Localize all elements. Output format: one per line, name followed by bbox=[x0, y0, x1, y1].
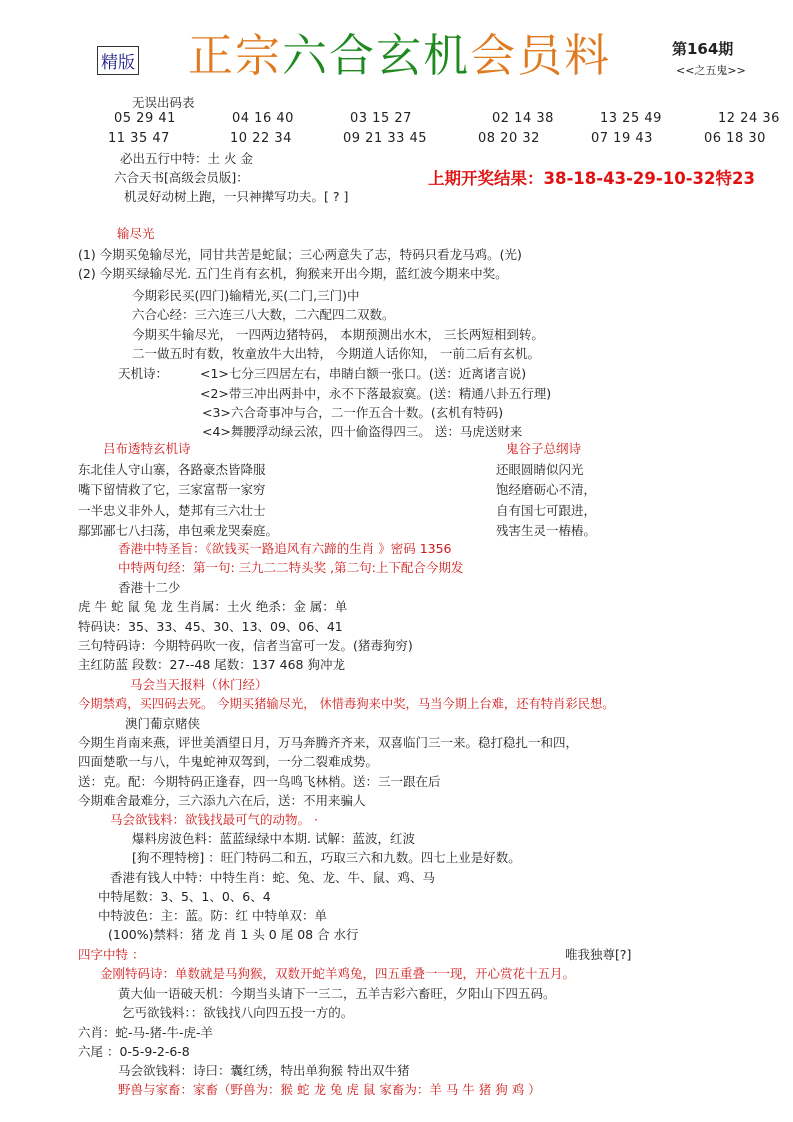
text-line: 马会欲钱料：诗曰：囊红绣，特出单狗猴 特出双牛猪 bbox=[118, 1063, 410, 1078]
text-line: 今期禁鸡，买四码去死。 今期买猪输尽光， 休惜毒狗来中奖，马当今期上台难，还有特肖彩民想。 bbox=[78, 697, 615, 711]
number-group: 12 24 36 bbox=[718, 111, 780, 126]
tianji-label: 天机诗： bbox=[118, 366, 169, 381]
title-char: 会 bbox=[470, 29, 518, 82]
title-char: 玄 bbox=[376, 29, 424, 82]
section-title: 马会欲钱料：欲钱找最可气的动物。 · bbox=[110, 812, 318, 827]
text-line: 送：克。配：今期特码正逢春，四一鸟鸣飞林梢。送：三一跟在后 bbox=[78, 774, 441, 789]
text-line: (2) 今期买绿输尽光. 五门生肖有玄机，狗猴来开出今期，蓝红波今期来中奖。 bbox=[78, 266, 508, 281]
poem-line: 自有国七可跟进， bbox=[496, 503, 597, 518]
title-char: 正 bbox=[188, 29, 236, 82]
text-line: 特码诀：35、33、45、30、13、09、06、41 bbox=[78, 619, 343, 634]
poem-line: 残害生灵一樁樁。 bbox=[496, 523, 597, 538]
page-title bbox=[188, 28, 611, 84]
section-title: 鬼谷子总纲诗 bbox=[506, 441, 582, 456]
poem-line: 饱经磨砺心不清， bbox=[496, 482, 597, 497]
number-group: 06 18 30 bbox=[704, 131, 766, 146]
number-group: 02 14 38 bbox=[492, 111, 554, 126]
table-label: 无误出码表 bbox=[132, 95, 195, 110]
wuxing-line: 必出五行中特：土 火 金 bbox=[120, 151, 253, 166]
text-line: 六肖：蛇-马-猪-牛-虎-羊 bbox=[78, 1025, 214, 1040]
text-line: 中特两句经：第一句: 三九二二特头奖 ,第二句:上下配合今期发 bbox=[118, 560, 464, 575]
text-line: 中特尾数：3、5、1、0、6、4 bbox=[98, 889, 271, 904]
text-line: 乞丐欲钱料：：欲钱找八向四五投一方的。 bbox=[122, 1005, 354, 1020]
text-line: 香港中特圣旨：《欲钱买一路追风有六蹄的生肖 》密码 1356 bbox=[118, 541, 452, 556]
number-group: 07 19 43 bbox=[591, 131, 653, 146]
poem-line: 一半忠义非外人，楚邦有三六壮士 bbox=[78, 503, 266, 518]
text-line: 金刚特码诗：单数就是马狗猴，双数开蛇羊鸡兔，四五重叠一一现，开心赏花十五月。 bbox=[100, 966, 576, 981]
number-group: 13 25 49 bbox=[600, 111, 662, 126]
title-char: 宗 bbox=[235, 29, 283, 82]
text-line: 今期生肖南来燕，评世美酒望日月，万马奔腾齐齐来，双喜临门三一来。稳打稳扎一和四， bbox=[78, 735, 579, 750]
number-group: 11 35 47 bbox=[108, 131, 170, 146]
text-line: (1) 今期买兔输尽光，同甘共苦是蛇鼠；三心两意失了志，特码只看龙马鸡。(光) bbox=[78, 247, 522, 262]
poem-line: 东北佳人守山寨，各路豪杰皆降服 bbox=[78, 462, 266, 477]
tianji-line: <1>七分三四居左右，串睛白额一张口。(送：近离诸言说) bbox=[200, 366, 527, 381]
text-line: 中特波色：主：蓝。防：红 中特单双：单 bbox=[98, 908, 327, 923]
text-line: 爆料房波色料：蓝蓝绿绿中本期. 试解：蓝波，红波 bbox=[132, 831, 415, 846]
text-line: [狗不理特榜] ：旺门特码二和五，巧取三六和九数。四七上业是好数。 bbox=[132, 850, 521, 865]
tianji-line: <4>舞腰浮动绿云浓，四十偷盗得四三。 送：马虎送财来 bbox=[202, 424, 523, 439]
tianshu-line: 机灵好动树上跑，一只神撵写功夫。[ ? ] bbox=[124, 189, 349, 204]
issue-subtitle: <<之五鬼>> bbox=[676, 64, 746, 77]
title-char: 员 bbox=[517, 29, 565, 82]
text-line: 今期彩民买(四门)输精光,买(二门,三门)中 bbox=[132, 288, 360, 303]
section-title: 马会当天报料（休门经） bbox=[130, 677, 268, 692]
section-title: 吕布透特玄机诗 bbox=[103, 441, 191, 456]
poem-line: 嘴下留情救了它，三家富帮一家穷 bbox=[78, 482, 266, 497]
tianji-line: <3>六合奇事冲与合，二一作五合十数。(玄机有特码) bbox=[202, 405, 504, 420]
number-group: 10 22 34 bbox=[230, 131, 292, 146]
number-group: 04 16 40 bbox=[232, 111, 294, 126]
text-line: 四面楚歌一与八，牛鬼蛇神双驾到，一分二裂难成势。 bbox=[78, 754, 379, 769]
issue-number: 第164期 bbox=[672, 40, 734, 58]
text-line: 主红防蓝 段数：27--48 尾数：137 468 狗冲龙 bbox=[78, 657, 345, 672]
poem-line: 鄢郢鄙七八扫荡，串包乘龙哭秦庭。 bbox=[78, 523, 279, 538]
text-line: 虎 牛 蛇 鼠 兔 龙 生肖属：土火 绝杀：金 属：单 bbox=[78, 599, 348, 614]
number-group: 09 21 33 45 bbox=[343, 131, 428, 146]
text-line: 今期难舍最难分，三六添九六在后，送：不用来骗人 bbox=[78, 793, 366, 808]
text-line: 黄大仙一语破天机：今期当头请下一三二，五羊吉彩六畜旺，夕阳山下四五码。 bbox=[118, 986, 556, 1001]
text-line: 香港有钱人中特：中特生肖：蛇、兔、龙、牛、鼠、鸡、马 bbox=[110, 870, 436, 885]
text-line: 六合心经：三六连三八大数，二六配四二双数。 bbox=[132, 307, 395, 322]
text-line: 三句特码诗：今期特码吹一夜，信者当富可一发。(猪毒狗穷) bbox=[78, 638, 413, 653]
tianji-line: <2>带三冲出两卦中，永不下落最寂寞。(送：精通八卦五行理) bbox=[200, 386, 552, 401]
section-title: 四字中特 ： bbox=[78, 947, 145, 962]
number-group: 08 20 32 bbox=[478, 131, 540, 146]
number-group: 05 29 41 bbox=[114, 111, 176, 126]
title-char: 料 bbox=[564, 29, 612, 82]
text-line: 二一做五时有数，牧童放牛大出特， 今期道人话你知， 一前二后有玄机。 bbox=[132, 346, 540, 361]
tianshu-label: 六合天书[高级会员版]： bbox=[114, 170, 249, 185]
text-line: 今期买牛输尽光， 一四两边猪特码， 本期预测出水木， 三长两短相到转。 bbox=[132, 327, 544, 342]
title-char: 六 bbox=[282, 29, 330, 82]
text-line: 野兽与家畜：家畜（野兽为：猴 蛇 龙 兔 虎 鼠 家畜为：羊 马 牛 猪 狗 鸡 ） bbox=[118, 1082, 541, 1097]
number-group: 03 15 27 bbox=[350, 111, 412, 126]
text-line: 六尾 ：0-5-9-2-6-8 bbox=[78, 1044, 190, 1059]
text-line: (100%)禁料：猪 龙 肖 1 头 0 尾 08 合 水行 bbox=[108, 927, 359, 942]
text-line: 唯我独尊[?] bbox=[565, 947, 632, 962]
poem-line: 还眼圆睛似闪光 bbox=[496, 462, 584, 477]
title-char: 机 bbox=[423, 29, 471, 82]
section-title: 输尽光 bbox=[117, 226, 155, 241]
edition-badge: 精版 bbox=[97, 46, 139, 75]
title-char: 合 bbox=[329, 29, 377, 82]
section-title: 澳门葡京赌侠 bbox=[125, 716, 201, 731]
text-line: 香港十二少 bbox=[118, 580, 181, 595]
last-result: 上期开奖结果：38-18-43-29-10-32特23 bbox=[428, 169, 755, 188]
